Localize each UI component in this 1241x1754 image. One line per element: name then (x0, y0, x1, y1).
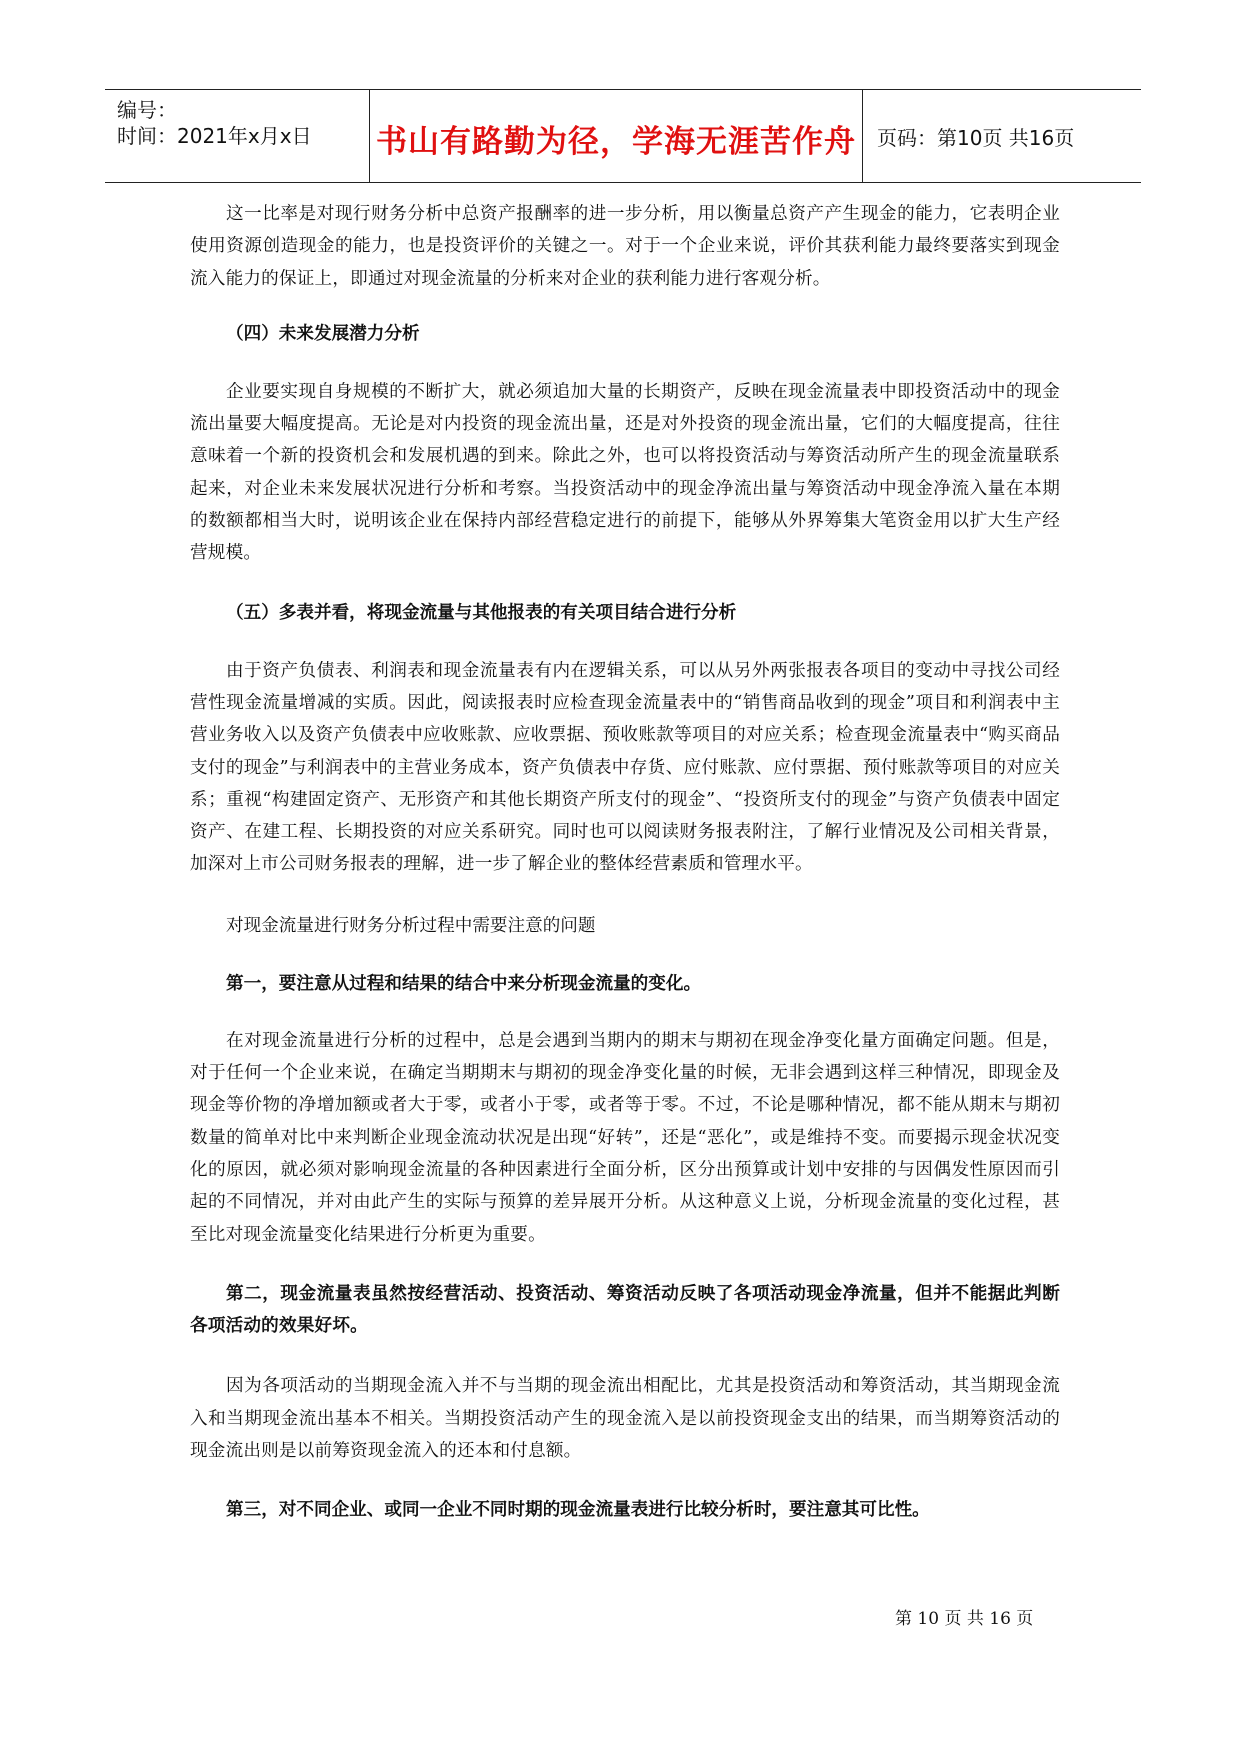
header-page-cell (863, 90, 1141, 182)
page-footer: 第 10 页 共 16 页 (895, 1609, 1034, 1629)
header-motto: 书山有路勤为径，学海无涯苦作舟 (376, 124, 856, 160)
document-body (190, 198, 1060, 1525)
paragraph-cash-ratio: 这一比率是对现行财务分析中总资产报酬率的进一步分析，用以衡量总资产产生现金的能力，它表明企业使用资源创造现金的能力，也是投资评价的关键之一。对于一个企业来说，评价其获利能力最终要落实到现金流入能力的保证上，即通过对现金流量的分析来对企业的获利能力进行客观分析。 (190, 204, 1060, 289)
header-page-code: 页码：第10页 共16页 (877, 126, 1075, 150)
paragraph-multi-statement: 由于资产负债表、利润表和现金流量表有内在逻辑关系，可以从另外两张报表各项目的变动中寻找公司经营性现金流量增减的实质。因此，阅读报表时应检查现金流量表中的“销售商品收到的现金”项目和利润表中主营业务收入以及资产负债表中应收账款、应收票据、预收账款等项目的对应关系；检查现金流量表中“购买商品支付的现金”与利润表中的主营业务成本，资产负债表中存货、应付账款、应付票据、预付账款等项目的对应关系；重视“构建固定资产、无形资产和其他长期资产所支付的现金”、“投资所支付的现金”与资产负债表中固定资产、在建工程、长期投资的对应关系研究。同时也可以阅读财务报表附注，了解行业情况及公司相关背景，加深对上市公司财务报表的理解，进一步了解企业的整体经营素质和管理水平。 (190, 660, 1060, 875)
header-info-cell (105, 90, 370, 182)
paragraph-second-point: 因为各项活动的当期现金流入并不与当期的现金流出相配比，尤其是投资活动和筹资活动，其当期现金流入和当期现金流出基本不相关。当期投资活动产生的现金流入是以前投资现金支出的结果，而当期筹资活动的现金流出则是以前筹资现金流入的还本和付息额。 (190, 1376, 1060, 1462)
page-header (105, 89, 1141, 183)
point-heading-first: 第一，要注意从过程和结果的结合中来分析现金流量的变化。 (226, 972, 702, 994)
section-heading-multi-statement: （五）多表并看，将现金流量与其他报表的有关项目结合进行分析 (226, 601, 737, 623)
document-number-label: 编号： (117, 98, 177, 122)
point-heading-third: 第三，对不同企业、或同一企业不同时期的现金流量表进行比较分析时，要注意其可比性。 (226, 1499, 930, 1521)
paragraph-first-point: 在对现金流量进行分析的过程中，总是会遇到当期内的期末与期初在现金净变化量方面确定问题。但是，对于任何一个企业来说，在确定当期期末与期初的现金净变化量的时候，无非会遇到这样三种情况，即现金及现金等价物的净增加额或者大于零，或者小于零，或者等于零。不过，不论是哪种情况，都不能从期末与期初数量的简单对比中来判断企业现金流动状况是出现“好转”，还是“恶化”，或是维持不变。而要揭示现金状况变化的原因，就必须对影响现金流量的各种因素进行全面分析，区分出预算或计划中安排的与因偶发性原因而引起的不同情况，并对由此产生的实际与预算的差异展开分析。从这种意义上说，分析现金流量的变化过程，甚至比对现金流量变化结果进行分析更为重要。 (190, 1030, 1060, 1245)
paragraph-future-potential: 企业要实现自身规模的不断扩大，就必须追加大量的长期资产，反映在现金流量表中即投资活动中的现金流出量要大幅度提高。无论是对内投资的现金流出量，还是对外投资的现金流出量，它们的大幅度提高，往往意味着一个新的投资机会和发展机遇的到来。除此之外，也可以将投资活动与筹资活动所产生的现金流量联系起来，对企业未来发展状况进行分析和考察。当投资活动中的现金净流出量与筹资活动中现金净流入量在本期的数额都相当大时，说明该企业在保持内部经营稳定进行的前提下，能够从外界筹集大笔资金用以扩大生产经营规模。 (190, 381, 1060, 564)
point-heading-second: 第二，现金流量表虽然按经营活动、投资活动、筹资活动反映了各项活动现金净流量，但并不能据此判断各项活动的效果好坏。 (190, 1282, 1060, 1337)
section-heading-future-potential: （四）未来发展潜力分析 (226, 322, 420, 344)
header-motto-cell (370, 90, 863, 182)
document-time-label: 时间：2021年x月x日 (117, 124, 312, 148)
section-heading-issues: 对现金流量进行财务分析过程中需要注意的问题 (226, 915, 596, 936)
